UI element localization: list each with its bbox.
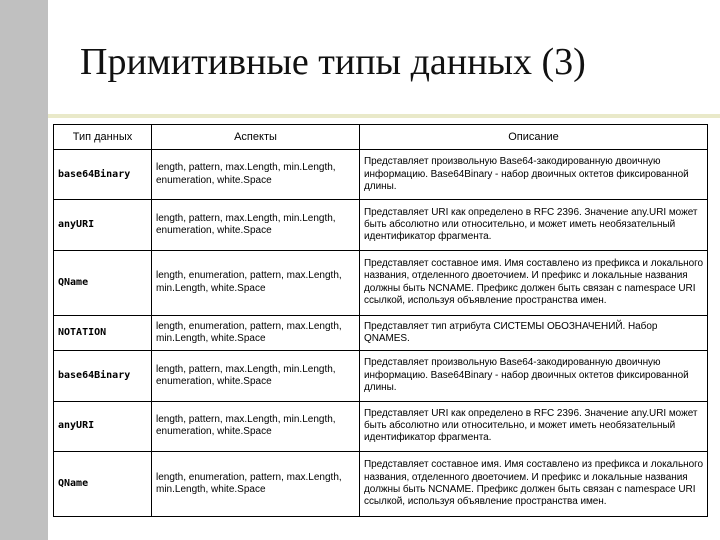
cell-type: QName (54, 250, 152, 315)
left-accent-bar (0, 0, 48, 540)
cell-aspects: length, pattern, max.Length, min.Length, enumeration, white.Space (152, 150, 360, 200)
cell-aspects: length, enumeration, pattern, max.Length, min.Length, white.Space (152, 315, 360, 351)
cell-description: Представляет URI как определено в RFC 2396. Значение any.URI может быть абсолютно или относительно, и может иметь необязательный идентификатор фрагмента. (360, 401, 708, 451)
cell-aspects: length, pattern, max.Length, min.Length, enumeration, white.Space (152, 200, 360, 250)
cell-type: QName (54, 451, 152, 516)
cell-description: Представляет URI как определено в RFC 2396. Значение any.URI может быть абсолютно или относительно, и может иметь необязательный идентификатор фрагмента. (360, 200, 708, 250)
table-row (54, 150, 708, 200)
cell-description: Представляет составное имя. Имя составлено из префикса и локального названия, отделенного двоеточием. И префикс и локальные названия должны быть NCNAME. Префикс должен быть связан с namespace URI ссылкой, используя объявление пространства имен. (360, 451, 708, 516)
cell-description: Представляет произвольную Base64-закодированную двоичную информацию. Base64Binary - набор двоичных октетов фиксированной длины. (360, 351, 708, 401)
cell-type: base64Binary (54, 351, 152, 401)
cell-aspects: length, enumeration, pattern, max.Length, min.Length, white.Space (152, 451, 360, 516)
header-type: Тип данных (54, 125, 152, 150)
cell-type: base64Binary (54, 150, 152, 200)
table-header-row (54, 125, 708, 150)
cell-description: Представляет тип атрибута СИСТЕМЫ ОБОЗНАЧЕНИЙ. Набор QNAMES. (360, 315, 708, 351)
cell-description: Представляет составное имя. Имя составлено из префикса и локального названия, отделенного двоеточием. И префикс и локальные названия должны быть NCNAME. Префикс должен быть связан с namespace URI ссылкой, используя объявление пространства имен. (360, 250, 708, 315)
cell-aspects: length, enumeration, pattern, max.Length, min.Length, white.Space (152, 250, 360, 315)
cell-type: NOTATION (54, 315, 152, 351)
data-types-table (53, 124, 708, 517)
cell-aspects: length, pattern, max.Length, min.Length, enumeration, white.Space (152, 351, 360, 401)
cell-type: anyURI (54, 401, 152, 451)
table-row (54, 315, 708, 351)
table-row (54, 351, 708, 401)
table-row (54, 401, 708, 451)
title-underline (48, 114, 720, 118)
table-row (54, 250, 708, 315)
header-description: Описание (360, 125, 708, 150)
slide-title: Примитивные типы данных (3) (80, 41, 586, 83)
cell-description: Представляет произвольную Base64-закодированную двоичную информацию. Base64Binary - набор двоичных октетов фиксированной длины. (360, 150, 708, 200)
table-row (54, 200, 708, 250)
header-aspects: Аспекты (152, 125, 360, 150)
cell-type: anyURI (54, 200, 152, 250)
cell-aspects: length, pattern, max.Length, min.Length, enumeration, white.Space (152, 401, 360, 451)
table-row (54, 451, 708, 516)
